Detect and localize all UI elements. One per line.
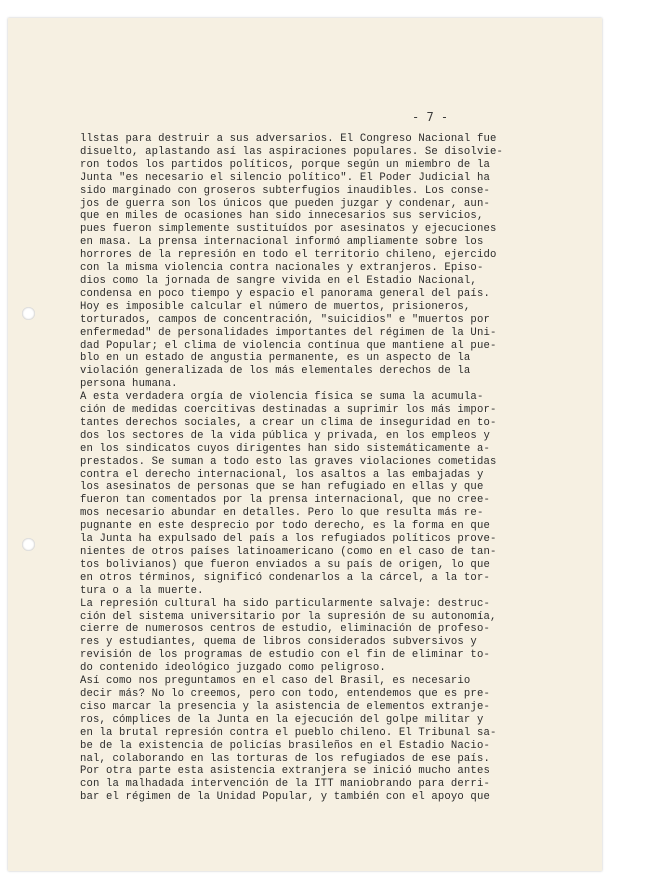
text-line: ros, cómplices de la Junta en la ejecución del golpe militar y bbox=[80, 713, 484, 726]
text-line: la Junta ha expulsado del país a los refugiados políticos prove- bbox=[80, 533, 497, 546]
page-number: - 7 - bbox=[412, 110, 449, 124]
text-line: disuelto, aplastando así las aspiraciones populares. Se disolvie- bbox=[80, 145, 503, 158]
text-line: persona humana. bbox=[80, 378, 178, 391]
text-line: con la misma violencia contra nacionales y extranjeros. Episo- bbox=[80, 262, 484, 275]
text-line: tura o a la muerte. bbox=[80, 584, 204, 597]
text-line: enfermedad" de personalidades importantes del régimen de la Uni- bbox=[80, 326, 497, 339]
text-line: en la brutal represión contra el pueblo chileno. El Tribunal sa- bbox=[80, 726, 497, 739]
text-line: prestados. Se suman a todo esto las graves violaciones cometidas bbox=[80, 455, 497, 468]
text-line: condensa en poco tiempo y espacio el panorama general del país. bbox=[80, 287, 490, 300]
text-line: do contenido ideológico juzgado como peligroso. bbox=[80, 662, 386, 675]
text-line: en los sindicatos cuyos dirigentes han sido sistemáticamente a- bbox=[80, 442, 490, 455]
text-line: Junta "es necesario el silencio político". El Poder Judicial ha bbox=[80, 171, 490, 184]
text-line: Así como nos preguntamos en el caso del Brasil, es necesario bbox=[80, 675, 471, 688]
document-page bbox=[8, 18, 602, 871]
text-line: decir más? No lo creemos, pero con todo, entendemos que es pre- bbox=[80, 687, 490, 700]
text-line: contra el derecho internacional, los asaltos a las embajadas y bbox=[80, 468, 484, 481]
text-line: en masa. La prensa internacional informó ampliamente sobre los bbox=[80, 236, 484, 249]
text-line: que en miles de ocasiones han sido innecesarios sus servicios, bbox=[80, 210, 484, 223]
text-line: Hoy es imposible calcular el número de muertos, prisioneros, bbox=[80, 300, 471, 313]
text-line: nal, colaborando en las torturas de los refugiados de ese país. bbox=[80, 752, 490, 765]
text-line: mos necesario abundar en detalles. Pero lo que resulta más re- bbox=[80, 507, 484, 520]
text-line: ciso marcar la presencia y la asistencia de elementos extranje- bbox=[80, 700, 490, 713]
text-line: res y estudiantes, quema de libros considerados subversivos y bbox=[80, 636, 477, 649]
text-line: La represión cultural ha sido particularmente salvaje: destruc- bbox=[80, 597, 490, 610]
text-line: A esta verdadera orgía de violencia física se suma la acumula- bbox=[80, 391, 484, 404]
text-line: los asesinatos de personas que se han refugiado en ellas y que bbox=[80, 481, 484, 494]
text-line: cierre de numerosos centros de estudio, eliminación de profeso- bbox=[80, 623, 490, 636]
text-line: fueron tan comentados por la prensa internacional, que no cree- bbox=[80, 494, 490, 507]
text-line: tos bolivianos) que fueron enviados a su país de origen, lo que bbox=[80, 558, 490, 571]
text-line: dos los sectores de la vida pública y privada, en los empleos y bbox=[80, 429, 490, 442]
text-line: jos de guerra son los únicos que pueden juzgar y condenar, aun- bbox=[80, 197, 490, 210]
text-line: dad Popular; el clima de violencia contínua que mantiene al pue- bbox=[80, 339, 497, 352]
text-line: dios como la jornada de sangre vivida en el Estadio Nacional, bbox=[80, 274, 477, 287]
text-line: llstas para destruir a sus adversarios. El Congreso Nacional fue bbox=[80, 133, 497, 145]
text-line: ron todos los partidos políticos, porque según un miembro de la bbox=[80, 158, 490, 171]
text-line: revisión de los programas de estudio con el fin de eliminar to- bbox=[80, 649, 490, 662]
text-line: en otros términos, significó condenarlos a la cárcel, a la tor- bbox=[80, 571, 490, 584]
text-line: blo en un estado de angustia permanente, es un aspecto de la bbox=[80, 352, 471, 365]
text-line: ción de medidas coercitivas destinadas a suprimir los más impor- bbox=[80, 404, 497, 417]
body-text bbox=[80, 133, 562, 804]
text-line: be de la existencia de policías brasileños en el Estadio Nacio- bbox=[80, 739, 490, 752]
text-line: bar el régimen de la Unidad Popular, y también con el apoyo que bbox=[80, 791, 490, 804]
text-line: violación generalizada de los más elementales derechos de la bbox=[80, 365, 471, 378]
text-line: sido marginado con groseros subterfugios inaudibles. Los conse- bbox=[80, 184, 490, 197]
text-line: con la malhadada intervención de la ITT maniobrando para derri- bbox=[80, 778, 490, 791]
punch-hole-upper bbox=[22, 307, 35, 320]
text-line: nientes de otros países latinoamericano (como en el caso de tan- bbox=[80, 546, 497, 558]
text-line: pugnante en este desprecio por todo derecho, es la forma en que bbox=[80, 520, 490, 533]
text-line: Por otra parte esta asistencia extranjera se inició mucho antes bbox=[80, 765, 490, 778]
text-line: horrores de la represión en todo el territorio chileno, ejercido bbox=[80, 249, 497, 262]
text-line: torturados, campos de concentración, "suicidios" e "muertos por bbox=[80, 313, 490, 326]
text-line: tantes derechos sociales, a crear un clima de inseguridad en to- bbox=[80, 416, 497, 429]
punch-hole-lower bbox=[22, 538, 35, 551]
text-line: pues fueron simplemente sustituídos por asesinatos y ejecuciones bbox=[80, 223, 497, 236]
text-line: ción del sistema universitario por la supresión de su autonomía, bbox=[80, 610, 497, 623]
